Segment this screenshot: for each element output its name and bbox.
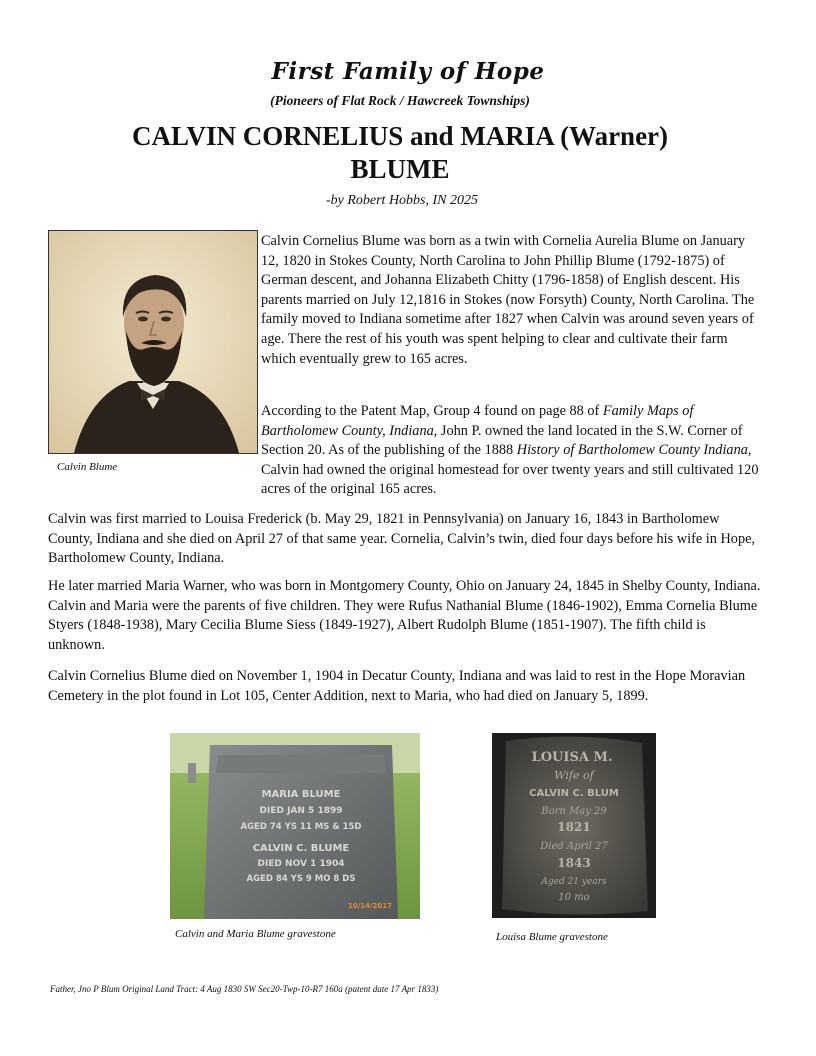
portrait-caption: Calvin Blume bbox=[57, 461, 118, 473]
right-inscription-4: Born May 29 bbox=[541, 806, 607, 817]
left-inscription-5: DIED NOV 1 1904 bbox=[257, 859, 345, 869]
bio-paragraph-1: Calvin Cornelius Blume was born as a twin with Cornelia Aurelia Blume on January 12, 1820 in Stokes County, North Carolina to John Phillip Blume (1792-1875) of German descent, and Johanna Elizabeth Chitty (1796-1858) of English descent. His parents married on July 12,1816 in Stokes (now Forsyth) County, North Carolina. The family moved to Indiana sometime after 1827 when Calvin was around seven years of age. There the rest of his youth was spent helping to clear and cultivate their farm which eventually grew to 165 acres. bbox=[261, 233, 755, 367]
bio-paragraph-3-block bbox=[48, 510, 764, 569]
right-gravestone-caption: Louisa Blume gravestone bbox=[496, 931, 608, 943]
right-inscription-3: CALVIN C. BLUM bbox=[529, 788, 619, 799]
left-inscription-3: AGED 74 YS 11 MS & 15D bbox=[240, 822, 362, 832]
p2-text-b: , John P. owned the land located in the S.W. Corner of Section 20. As of the publishing of the 1888 bbox=[261, 422, 743, 459]
p2-text-a: According to the Patent Map, Group 4 found on page 88 of bbox=[261, 403, 603, 419]
p2-text-c: , Calvin had owned the original homestead for over twenty years and still cultivated 120 acres of the original 165 acres. bbox=[261, 442, 759, 498]
title-line-2: BLUME bbox=[350, 154, 450, 184]
right-inscription-6: Died April 27 bbox=[540, 841, 608, 852]
bio-paragraph-2 bbox=[261, 402, 761, 500]
left-inscription-6: AGED 84 YS 9 MO 8 DS bbox=[246, 874, 356, 884]
right-inscription-2: Wife of bbox=[554, 769, 594, 782]
bio-paragraph-3: Calvin was first married to Louisa Frederick (b. May 29, 1821 in Pennsylvania) on January 16, 1843 in Bartholomew County, Indiana and she died on April 27 of that same year. Cornelia, Calvin’s twin, died four days before his wife in Hope, Bartholomew County, Indiana. bbox=[48, 511, 756, 567]
p2-book-title-1: Family Maps of Bartholomew County, Indiana bbox=[261, 403, 694, 439]
footer-note: Father, Jno P Blum Original Land Tract: 4 Aug 1830 SW Sec20-Twp-10-R7 160a (patent date 17 Apr 1833) bbox=[50, 984, 439, 994]
p2-book-title-2: History of Bartholomew County Indiana bbox=[516, 442, 748, 459]
calvin-maria-gravestone-photo bbox=[170, 733, 420, 919]
bio-paragraph-5: Calvin Cornelius Blume died on November 1, 1904 in Decatur County, Indiana and was laid to rest in the Hope Moravian Cemetery in the plot found in Lot 105, Center Addition, next to Maria, who had died on January 5, 1899. bbox=[48, 668, 746, 704]
left-inscription-4: CALVIN C. BLUME bbox=[252, 843, 350, 854]
right-inscription-9: 10 mo bbox=[558, 892, 590, 903]
right-inscription-5: 1821 bbox=[557, 820, 591, 834]
bio-paragraph-4-block bbox=[48, 577, 764, 655]
right-inscription-7: 1843 bbox=[557, 856, 591, 870]
calvin-portrait-photo bbox=[48, 230, 258, 454]
bio-paragraph-5-block bbox=[48, 667, 764, 706]
series-title: First Family of Hope bbox=[271, 58, 545, 85]
right-inscription-1: LOUISA M. bbox=[531, 750, 613, 765]
page-title bbox=[0, 120, 800, 186]
bio-paragraph-4: He later married Maria Warner, who was born in Montgomery County, Ohio on January 24, 1845 in Shelby County, Indiana. Calvin and Maria were the parents of five children. They were Rufus Nathanial Blume (1846-1902), Emma Cornelia Blume Styers (1848-1938), Mary Cecilia Blume Siess (1849-1927), Albert Rudolph Blume (1851-1907). The fifth child is unknown. bbox=[48, 578, 761, 653]
byline: -by Robert Hobbs, IN 2025 bbox=[325, 193, 479, 208]
title-line-1: CALVIN CORNELIUS and MARIA (Warner) bbox=[131, 121, 669, 151]
right-inscription-8: Aged 21 years bbox=[541, 877, 607, 887]
left-inscription-2: DIED JAN 5 1899 bbox=[259, 806, 343, 816]
louisa-gravestone-photo bbox=[492, 733, 656, 918]
left-gravestone-caption: Calvin and Maria Blume gravestone bbox=[175, 928, 336, 940]
left-inscription-1: MARIA BLUME bbox=[261, 789, 341, 800]
series-subtitle: (Pioneers of Flat Rock / Hawcreek Townships) bbox=[270, 93, 530, 108]
photo-date-stamp: 10/14/2017 bbox=[347, 902, 393, 910]
bio-paragraph-1-block bbox=[261, 232, 761, 369]
bio-paragraph-2-block bbox=[261, 402, 761, 500]
